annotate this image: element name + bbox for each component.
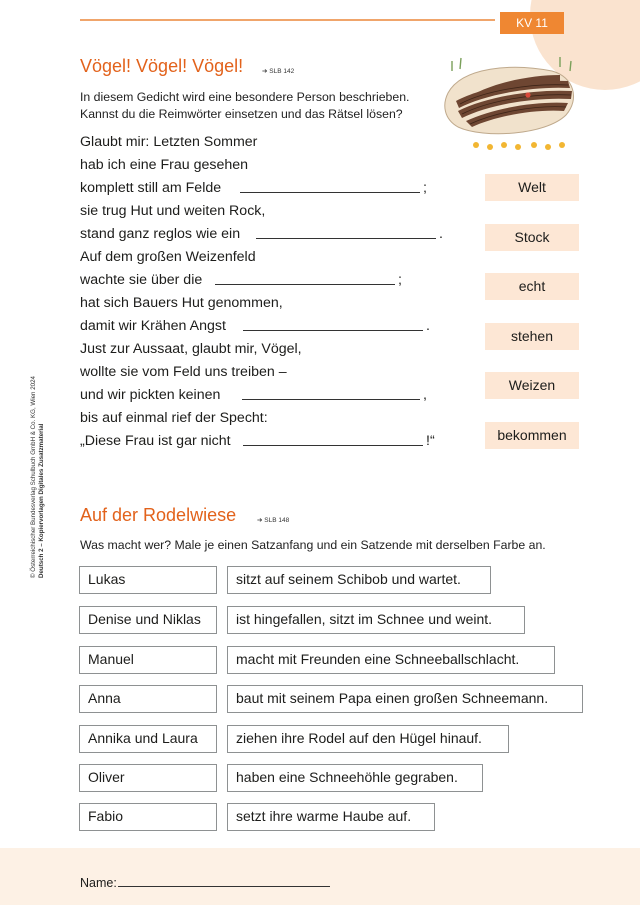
rhyme-blank[interactable] [243, 435, 423, 446]
poem-line-text: Just zur Aussaat, glaubt mir, Vögel, [80, 341, 302, 357]
name-field[interactable] [118, 886, 330, 887]
line-punctuation: . [439, 226, 443, 242]
poem-line-text: stand ganz reglos wie ein [80, 226, 241, 242]
sentence-start-box[interactable]: Lukas [79, 566, 217, 594]
poem-line [80, 272, 402, 288]
poem-line-text: „Diese Frau ist gar nicht [80, 433, 231, 449]
sentence-start-box[interactable]: Fabio [79, 803, 217, 831]
poem-line [80, 226, 443, 242]
kv-badge: KV 11 [500, 12, 564, 34]
rhyme-blank[interactable] [242, 389, 420, 400]
rhyme-blank[interactable] [215, 274, 395, 285]
poem-line [80, 364, 287, 380]
sentence-end-box[interactable]: sitzt auf seinem Schibob und wartet. [227, 566, 491, 594]
poem-line [80, 410, 268, 426]
poem-line [80, 341, 302, 357]
sentence-start-box[interactable]: Manuel [79, 646, 217, 674]
sentence-end-box[interactable]: haben eine Schneehöhle gegraben. [227, 764, 483, 792]
poem-line [80, 157, 248, 173]
poem-line [80, 203, 265, 219]
sentence-end-box[interactable]: baut mit seinem Papa einen großen Schneemann. [227, 685, 583, 713]
poem-line-text: sie trug Hut und weiten Rock, [80, 203, 266, 219]
poem-line [80, 249, 256, 265]
section1-title: Vögel! Vögel! Vögel! [80, 56, 244, 76]
rhyme-word: bekommen [485, 422, 579, 449]
name-label: Name: [80, 876, 117, 890]
poem-line-text: wachte sie über die [80, 272, 203, 288]
section1-ref: ➔ SLB 142 [262, 68, 295, 75]
section2-intro: Was macht wer? Male je einen Satzanfang und ein Satzende mit derselben Farbe an. [80, 538, 546, 552]
poem-line-text: damit wir Krähen Angst [80, 318, 226, 334]
field-illustration [442, 55, 582, 155]
section1-intro-1: In diesem Gedicht wird eine besondere Person beschrieben. [80, 90, 410, 104]
copyright-text: © Österreichischer Bundesverlag Schulbuch GmbH & Co. KG, Wien 2024 [30, 376, 37, 578]
sentence-start-box[interactable]: Annika und Laura [79, 725, 217, 753]
sentence-end-box[interactable]: ist hingefallen, sitzt im Schnee und weint. [227, 606, 525, 634]
poem-line-text: und wir pickten keinen [80, 387, 221, 403]
poem-line-text: wollte sie vom Feld uns treiben – [80, 364, 287, 380]
poem-line [80, 387, 427, 403]
poem-line-text: Auf dem großen Weizenfeld [80, 249, 256, 265]
poem-line-text: komplett still am Felde [80, 180, 222, 196]
sentence-start-box[interactable]: Anna [79, 685, 217, 713]
sentence-start-box[interactable]: Denise und Niklas [79, 606, 217, 634]
rhyme-blank[interactable] [240, 182, 420, 193]
rhyme-word: echt [485, 273, 579, 300]
poem-line-text: hab ich eine Frau gesehen [80, 157, 249, 173]
top-rule [80, 19, 495, 21]
poem-line [80, 318, 430, 334]
poem-line-text: Glaubt mir: Letzten Sommer [80, 134, 258, 150]
book-title-text: Deutsch 2 – Kopiervorlagen Digitales Zusatzmaterial [38, 423, 45, 578]
line-punctuation: , [423, 387, 427, 403]
line-punctuation: ; [423, 180, 427, 196]
section2-ref: ➔ SLB 148 [257, 517, 290, 524]
poem-line-text: bis auf einmal rief der Specht: [80, 410, 268, 426]
sentence-start-box[interactable]: Oliver [79, 764, 217, 792]
sentence-end-box[interactable]: setzt ihre warme Haube auf. [227, 803, 435, 831]
line-punctuation: . [426, 318, 430, 334]
rhyme-word: stehen [485, 323, 579, 350]
poem-line [80, 180, 427, 196]
line-punctuation: ; [398, 272, 402, 288]
rhyme-word: Weizen [485, 372, 579, 399]
section2-title: Auf der Rodelwiese [80, 505, 237, 525]
sentence-end-box[interactable]: macht mit Freunden eine Schneeballschlacht. [227, 646, 555, 674]
rhyme-blank[interactable] [243, 320, 423, 331]
poem-line-text: hat sich Bauers Hut genommen, [80, 295, 283, 311]
rhyme-blank[interactable] [256, 228, 436, 239]
side-credit [30, 376, 46, 578]
sentence-end-box[interactable]: ziehen ihre Rodel auf den Hügel hinauf. [227, 725, 509, 753]
poem-line [80, 295, 283, 311]
poem-line [80, 134, 257, 150]
poem-line [80, 433, 435, 449]
section1-intro-2: Kannst du die Reimwörter einsetzen und das Rätsel lösen? [80, 107, 403, 121]
rhyme-word: Stock [485, 224, 579, 251]
rhyme-word: Welt [485, 174, 579, 201]
line-punctuation: !“ [426, 433, 435, 449]
